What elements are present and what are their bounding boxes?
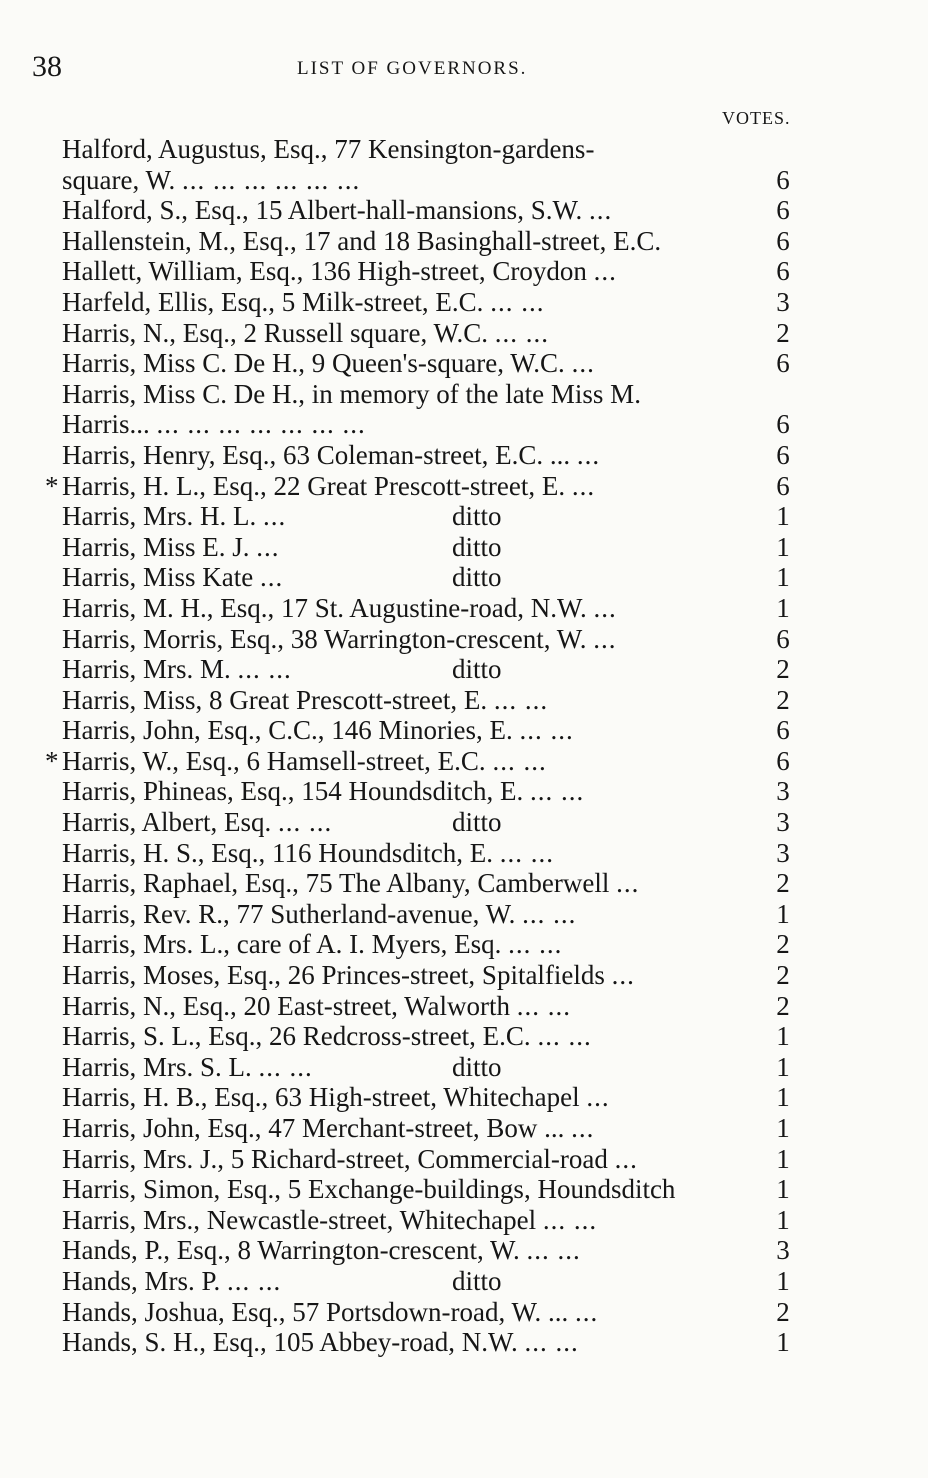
leader-dots: ... bbox=[571, 470, 596, 501]
entry-text: Hands, S. H., Esq., 105 Abbey-road, N.W. bbox=[62, 1327, 518, 1358]
entry-name-address bbox=[62, 1144, 638, 1175]
page-number: 38 bbox=[32, 50, 62, 83]
list-item bbox=[0, 195, 928, 226]
leader-dots: ... ... ... ... ... ... ... bbox=[156, 409, 366, 440]
entry-name-address bbox=[62, 256, 617, 287]
vote-count: 1 bbox=[776, 1113, 790, 1143]
vote-count: 6 bbox=[776, 409, 790, 440]
list-item bbox=[0, 348, 928, 379]
ditto-mark: ditto bbox=[452, 654, 502, 685]
entry-name-address bbox=[62, 1052, 313, 1083]
entry-name-address bbox=[62, 318, 549, 349]
list-item bbox=[0, 1021, 928, 1052]
entry-name-address bbox=[62, 1235, 581, 1266]
leader-dots: ... ... bbox=[494, 317, 549, 348]
entry-continuation bbox=[62, 409, 366, 440]
leader-dots: ... bbox=[575, 1296, 599, 1327]
asterisk-marker: * bbox=[45, 470, 59, 501]
leader-dots: ... bbox=[256, 531, 280, 562]
entry-name-address bbox=[62, 348, 595, 379]
list-item bbox=[0, 1082, 928, 1113]
entry-text: Hands, Mrs. P. bbox=[62, 1265, 221, 1296]
vote-count: 6 bbox=[776, 348, 790, 379]
leader-dots: ... ... bbox=[524, 1327, 579, 1358]
vote-count: 3 bbox=[776, 776, 790, 807]
vote-count: 1 bbox=[776, 1174, 790, 1205]
vote-count: 6 bbox=[776, 256, 790, 287]
entry-name-address bbox=[62, 562, 283, 593]
list-item bbox=[0, 807, 928, 838]
list-item bbox=[0, 1327, 928, 1358]
vote-count: 6 bbox=[776, 715, 790, 746]
leader-dots: ... ... bbox=[542, 1204, 598, 1235]
list-item bbox=[0, 562, 928, 593]
list-item bbox=[0, 1235, 928, 1266]
leader-dots: ... ... bbox=[492, 745, 547, 776]
entry-text: Harris, Simon, Esq., 5 Exchange-buildings, Houndsditch bbox=[62, 1174, 676, 1205]
leader-dots: ... ... bbox=[529, 776, 585, 807]
list-item bbox=[0, 318, 928, 349]
vote-count: 2 bbox=[776, 929, 790, 960]
entry-text: Harris, Mrs., Newcastle-street, Whitechapel bbox=[62, 1204, 537, 1235]
vote-count: 3 bbox=[776, 1235, 790, 1266]
leader-dots: ... ... bbox=[490, 286, 545, 317]
entry-name-address bbox=[62, 501, 286, 532]
vote-count: 3 bbox=[776, 807, 790, 838]
entry-text: Harris, Albert, Esq. bbox=[62, 807, 272, 838]
entry-name-address bbox=[62, 440, 600, 471]
entry-text: Harris, Miss C. De H., in memory of the late Miss M. bbox=[62, 378, 641, 409]
vote-count: 1 bbox=[776, 531, 790, 562]
entry-continuation bbox=[62, 165, 360, 196]
list-item bbox=[0, 1205, 928, 1236]
entry-text: Harris, Henry, Esq., 63 Coleman-street, E.C. ... bbox=[62, 439, 571, 470]
leader-dots: ... bbox=[616, 868, 640, 899]
entry-text: Harris, Raphael, Esq., 75 The Albany, Camberwell bbox=[62, 868, 610, 899]
entry-text: Harris, M. H., Esq., 17 St. Augustine-road, N.W. bbox=[62, 592, 587, 623]
entry-name-address bbox=[62, 1297, 598, 1328]
list-item bbox=[0, 1266, 928, 1297]
list-item bbox=[0, 1297, 928, 1328]
list-item bbox=[0, 226, 928, 257]
entry-text: Hallenstein, M., Esq., 17 and 18 Basinghall-street, E.C. bbox=[62, 225, 662, 256]
entry-text: Harris, Miss Kate bbox=[62, 562, 254, 593]
entry-name-address bbox=[62, 1113, 594, 1144]
entry-text: Harris, John, Esq., 47 Merchant-street, Bow ... bbox=[62, 1113, 565, 1143]
vote-count: 1 bbox=[776, 1051, 790, 1082]
list-item bbox=[0, 501, 928, 532]
entry-name-address bbox=[62, 195, 612, 226]
leader-dots: ... bbox=[259, 562, 284, 593]
entry-text: Harris, Mrs. L., care of A. I. Myers, Esq. bbox=[62, 929, 502, 960]
leader-dots: ... ... bbox=[258, 1051, 313, 1082]
entry-text: Harris, Mrs. S. L. bbox=[62, 1051, 252, 1082]
entry-name-address bbox=[62, 776, 584, 807]
list-item bbox=[0, 1113, 928, 1144]
leader-dots: ... ... bbox=[493, 684, 549, 715]
entry-name-address bbox=[62, 1266, 281, 1297]
vote-count: 3 bbox=[776, 286, 790, 317]
list-item bbox=[0, 134, 928, 195]
vote-count: 1 bbox=[776, 592, 790, 623]
leader-dots: ... ... bbox=[522, 898, 577, 929]
entry-text: Harris, Miss E. J. bbox=[62, 531, 250, 562]
leader-dots: ... ... bbox=[526, 1235, 581, 1266]
list-item bbox=[0, 593, 928, 624]
entry-text: Harris, Moses, Esq., 26 Princes-street, Spitalfields bbox=[62, 960, 605, 991]
leader-dots: ... ... bbox=[519, 715, 574, 746]
entry-name-address bbox=[62, 868, 639, 899]
entry-name-address bbox=[62, 899, 576, 930]
vote-count: 1 bbox=[776, 1265, 790, 1296]
leader-dots: ... bbox=[576, 439, 601, 470]
list-item bbox=[0, 746, 928, 777]
ditto-mark: ditto bbox=[452, 1051, 502, 1082]
leader-dots: ... bbox=[588, 195, 613, 226]
entry-text: Harris, H. B., Esq., 63 High-street, Whitechapel bbox=[62, 1082, 580, 1113]
vote-count: 6 bbox=[776, 195, 790, 226]
vote-count: 2 bbox=[776, 317, 790, 348]
list-item bbox=[0, 654, 928, 685]
governors-list bbox=[0, 134, 928, 1358]
list-item bbox=[0, 991, 928, 1022]
list-item bbox=[0, 379, 928, 440]
leader-dots: ... bbox=[571, 348, 595, 379]
vote-count: 2 bbox=[776, 654, 790, 685]
entry-name-address bbox=[45, 470, 596, 502]
vote-count: 1 bbox=[776, 501, 790, 532]
leader-dots: ... bbox=[593, 256, 617, 287]
entry-text: Hands, Joshua, Esq., 57 Portsdown-road, W. ... bbox=[62, 1296, 569, 1327]
list-item bbox=[0, 899, 928, 930]
entry-name-address bbox=[62, 1021, 592, 1052]
vote-count: 6 bbox=[776, 225, 790, 256]
ditto-mark: ditto bbox=[452, 531, 502, 562]
entry-name-address bbox=[62, 1205, 597, 1236]
entry-text: Hands, P., Esq., 8 Warrington-crescent, W. bbox=[62, 1235, 520, 1266]
list-item bbox=[0, 287, 928, 318]
vote-count: 2 bbox=[776, 684, 790, 715]
list-item bbox=[0, 532, 928, 563]
leader-dots: ... bbox=[593, 592, 617, 623]
entry-text: Harris, S. L., Esq., 26 Redcross-street, E.C. bbox=[62, 1021, 531, 1052]
entry-text: Harris, N., Esq., 20 East-street, Walworth bbox=[62, 990, 510, 1021]
list-item bbox=[0, 685, 928, 716]
entry-name-address bbox=[62, 379, 641, 410]
entry-name-address bbox=[62, 532, 280, 563]
entry-text-continued: Harris... bbox=[62, 409, 150, 440]
leader-dots: ... ... bbox=[499, 837, 554, 868]
entry-text: Harris, John, Esq., C.C., 146 Minories, E. bbox=[62, 715, 513, 746]
entry-text: Harris, Mrs. H. L. bbox=[62, 501, 257, 532]
vote-count: 1 bbox=[776, 1021, 790, 1052]
entry-name-address bbox=[62, 685, 548, 716]
leader-dots: ... bbox=[586, 1082, 610, 1113]
vote-count: 2 bbox=[776, 960, 790, 991]
vote-count: 1 bbox=[776, 562, 790, 593]
leader-dots: ... ... bbox=[227, 1265, 282, 1296]
list-item bbox=[0, 256, 928, 287]
leader-dots: ... bbox=[262, 501, 287, 532]
vote-count: 2 bbox=[776, 990, 790, 1021]
entry-text: Harris, H. L., Esq., 22 Great Prescott-street, E. bbox=[62, 470, 566, 501]
list-item bbox=[0, 776, 928, 807]
list-item bbox=[0, 471, 928, 502]
entry-text: Harris, Mrs. J., 5 Richard-street, Commercial-road bbox=[62, 1143, 608, 1174]
list-item bbox=[0, 1144, 928, 1175]
vote-count: 3 bbox=[776, 837, 790, 868]
list-item bbox=[0, 440, 928, 471]
entry-text: Harris, Phineas, Esq., 154 Houndsditch, E. bbox=[62, 776, 524, 807]
entry-text: Harris, Rev. R., 77 Sutherland-avenue, W. bbox=[62, 898, 516, 929]
ditto-mark: ditto bbox=[452, 1265, 502, 1296]
entry-name-address bbox=[62, 1327, 579, 1358]
entry-name-address bbox=[45, 745, 547, 777]
vote-count: 1 bbox=[776, 1082, 790, 1113]
entry-text: Harris, Miss C. De H., 9 Queen's-square, W.C. bbox=[62, 348, 565, 379]
entry-text: Halford, Augustus, Esq., 77 Kensington-gardens- bbox=[62, 134, 595, 164]
entry-text: Harris, H. S., Esq., 116 Houndsditch, E. bbox=[62, 837, 493, 868]
entry-text-continued: square, W. bbox=[62, 164, 176, 195]
list-item bbox=[0, 624, 928, 655]
entry-name-address bbox=[62, 287, 544, 318]
list-item bbox=[0, 868, 928, 899]
leader-dots: ... bbox=[571, 1113, 595, 1143]
vote-count: 1 bbox=[776, 1327, 790, 1358]
vote-count: 6 bbox=[776, 745, 790, 776]
vote-count: 1 bbox=[776, 1204, 790, 1235]
entry-text: Harris, N., Esq., 2 Russell square, W.C. bbox=[62, 317, 488, 348]
entry-name-address bbox=[62, 654, 292, 685]
asterisk-marker: * bbox=[45, 745, 59, 776]
list-item bbox=[0, 715, 928, 746]
entry-name-address bbox=[62, 715, 574, 746]
vote-count: 6 bbox=[776, 623, 790, 654]
vote-count: 6 bbox=[776, 470, 790, 501]
running-title: LIST OF GOVERNORS. bbox=[297, 58, 528, 79]
leader-dots: ... ... ... ... ... ... bbox=[181, 164, 361, 195]
entry-text: Harris, Mrs. M. bbox=[62, 654, 231, 685]
entry-text: Halford, S., Esq., 15 Albert-hall-mansions, S.W. bbox=[62, 195, 583, 226]
votes-column-header: VOTES. bbox=[722, 108, 791, 128]
list-item bbox=[0, 838, 928, 869]
entry-name-address bbox=[62, 226, 661, 257]
leader-dots: ... bbox=[614, 1143, 638, 1174]
vote-count: 2 bbox=[776, 868, 790, 899]
entry-text: Harfeld, Ellis, Esq., 5 Milk-street, E.C. bbox=[62, 286, 484, 317]
vote-count: 1 bbox=[776, 898, 790, 929]
entry-text: Harris, Miss, 8 Great Prescott-street, E. bbox=[62, 684, 488, 715]
leader-dots: ... ... bbox=[277, 807, 333, 838]
vote-count: 1 bbox=[776, 1143, 790, 1174]
entry-name-address bbox=[62, 593, 617, 624]
entry-text: Harris, W., Esq., 6 Hamsell-street, E.C. bbox=[62, 745, 486, 776]
entry-name-address bbox=[62, 1082, 610, 1113]
entry-name-address bbox=[62, 134, 594, 165]
entry-name-address bbox=[62, 929, 562, 960]
ditto-mark: ditto bbox=[452, 562, 502, 593]
ditto-mark: ditto bbox=[452, 807, 502, 838]
list-item bbox=[0, 960, 928, 991]
page-header bbox=[32, 50, 732, 90]
list-item bbox=[0, 929, 928, 960]
leader-dots: ... ... bbox=[516, 990, 571, 1021]
leader-dots: ... ... bbox=[508, 929, 563, 960]
vote-count: 6 bbox=[776, 439, 790, 470]
vote-count: 2 bbox=[776, 1296, 790, 1327]
entry-text: Hallett, William, Esq., 136 High-street, Croydon bbox=[62, 256, 587, 287]
entry-name-address bbox=[62, 624, 616, 655]
entry-name-address bbox=[62, 991, 571, 1022]
entry-name-address bbox=[62, 1174, 675, 1205]
entry-name-address bbox=[62, 807, 332, 838]
list-item bbox=[0, 1174, 928, 1205]
leader-dots: ... ... bbox=[537, 1021, 592, 1052]
list-item bbox=[0, 1052, 928, 1083]
ditto-mark: ditto bbox=[452, 501, 502, 532]
leader-dots: ... ... bbox=[237, 654, 292, 685]
entry-text: Harris, Morris, Esq., 38 Warrington-crescent, W. bbox=[62, 623, 587, 654]
leader-dots: ... bbox=[611, 960, 635, 991]
entry-name-address bbox=[62, 960, 635, 991]
leader-dots: ... bbox=[593, 623, 617, 654]
entry-name-address bbox=[62, 838, 554, 869]
vote-count: 6 bbox=[776, 164, 790, 195]
